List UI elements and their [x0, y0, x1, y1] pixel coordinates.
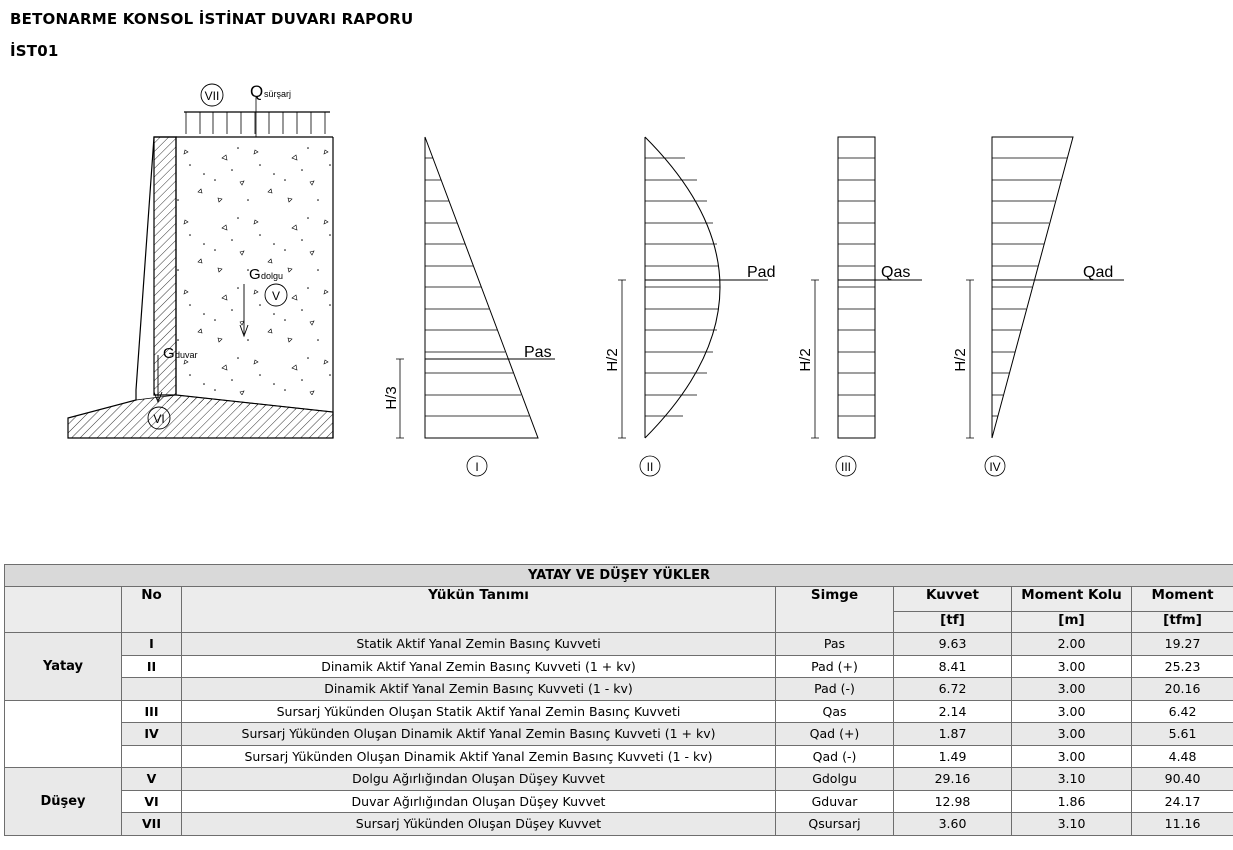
row-arm: 1.86 [1012, 790, 1132, 813]
row-desc: Sursarj Yükünden Oluşan Statik Aktif Yanal Zemin Basınç Kuvveti [182, 700, 776, 723]
row-no: VII [122, 813, 182, 836]
load-diagram-figure [0, 75, 1233, 485]
row-moment: 20.16 [1132, 678, 1233, 701]
table-row [5, 790, 1233, 813]
row-no: III [122, 700, 182, 723]
table-row [5, 723, 1233, 746]
gduvar-label-sub: duvar [175, 350, 198, 360]
row-symbol: Pad (-) [776, 678, 894, 701]
surcharge-arrows [186, 112, 325, 134]
row-arm: 3.10 [1012, 768, 1132, 791]
row-symbol: Gdolgu [776, 768, 894, 791]
row-moment: 90.40 [1132, 768, 1233, 791]
marker-vi: VI [153, 412, 165, 426]
row-arm: 3.00 [1012, 700, 1132, 723]
header-force-unit: [tf] [894, 612, 1012, 633]
diagram-iv-roman: IV [989, 460, 1001, 474]
row-arm: 3.10 [1012, 813, 1132, 836]
row-symbol: Gduvar [776, 790, 894, 813]
row-moment: 25.23 [1132, 655, 1233, 678]
row-desc: Sursarj Yükünden Oluşan Dinamik Aktif Yanal Zemin Basınç Kuvveti (1 + kv) [182, 723, 776, 746]
row-force: 6.72 [894, 678, 1012, 701]
row-force: 1.87 [894, 723, 1012, 746]
row-symbol: Pad (+) [776, 655, 894, 678]
row-force: 29.16 [894, 768, 1012, 791]
row-moment: 5.61 [1132, 723, 1233, 746]
row-moment: 6.42 [1132, 700, 1233, 723]
row-force: 1.49 [894, 745, 1012, 768]
header-no: No [122, 587, 182, 633]
row-no: I [122, 633, 182, 656]
table-row [5, 700, 1233, 723]
diagram-ii [618, 137, 768, 476]
row-symbol: Qad (+) [776, 723, 894, 746]
header-arm: Moment Kolu [1012, 587, 1132, 612]
table-banner: YATAY VE DÜŞEY YÜKLER [5, 565, 1233, 587]
row-arm: 3.00 [1012, 678, 1132, 701]
diagram-i-roman: I [475, 460, 479, 474]
header-arm-unit: [m] [1012, 612, 1132, 633]
retaining-wall [68, 84, 333, 438]
diagram-i [396, 137, 555, 476]
table-row [5, 768, 1233, 791]
gduvar-label-main: G [163, 345, 175, 362]
report-title: BETONARME KONSOL İSTİNAT DUVARI RAPORU [10, 10, 414, 28]
diagram-iv-height: H/2 [952, 348, 969, 372]
header-moment: Moment [1132, 587, 1233, 612]
diagram-iv [966, 137, 1124, 476]
diagram-iii-roman: III [840, 460, 852, 474]
loads-table [4, 564, 1233, 836]
diagram-iii-height: H/2 [797, 348, 814, 372]
header-symbol: Simge [776, 587, 894, 633]
row-arm: 3.00 [1012, 655, 1132, 678]
row-arm: 3.00 [1012, 723, 1132, 746]
diagram-i-height: H/3 [383, 386, 400, 410]
table-row [5, 655, 1233, 678]
row-desc: Duvar Ağırlığından Oluşan Düşey Kuvvet [182, 790, 776, 813]
row-force: 8.41 [894, 655, 1012, 678]
diagram-iii-force: Qas [881, 264, 911, 281]
diagram-ii-roman: II [646, 460, 654, 474]
diagram-ii-height: H/2 [604, 348, 621, 372]
row-no: II [122, 655, 182, 678]
row-desc: Dolgu Ağırlığından Oluşan Düşey Kuvvet [182, 768, 776, 791]
header-moment-unit: [tfm] [1132, 612, 1233, 633]
marker-v: V [271, 289, 281, 303]
row-desc: Dinamik Aktif Yanal Zemin Basınç Kuvveti (1 + kv) [182, 655, 776, 678]
row-no [122, 678, 182, 701]
row-desc: Statik Aktif Yanal Zemin Basınç Kuvveti [182, 633, 776, 656]
diagram-iv-force: Qad [1083, 264, 1114, 281]
row-no: IV [122, 723, 182, 746]
table-row [5, 678, 1233, 701]
group-yatay: Yatay [5, 633, 122, 701]
group-dusey: Düşey [5, 768, 122, 836]
row-symbol: Qad (-) [776, 745, 894, 768]
row-moment: 11.16 [1132, 813, 1233, 836]
row-force: 12.98 [894, 790, 1012, 813]
row-symbol: Qas [776, 700, 894, 723]
row-desc: Sursarj Yükünden Oluşan Dinamik Aktif Yanal Zemin Basınç Kuvveti (1 - kv) [182, 745, 776, 768]
report-code: İST01 [10, 42, 59, 60]
diagram-i-force: Pas [524, 344, 552, 361]
row-force: 9.63 [894, 633, 1012, 656]
diagram-ii-force: Pad [747, 264, 776, 281]
table-row [5, 633, 1233, 656]
row-no: V [122, 768, 182, 791]
row-force: 3.60 [894, 813, 1012, 836]
qsurcharge-label-main: Q [250, 82, 264, 101]
row-no [122, 745, 182, 768]
diagram-iii [811, 137, 922, 476]
marker-vii: VII [204, 89, 220, 103]
row-desc: Dinamik Aktif Yanal Zemin Basınç Kuvveti (1 - kv) [182, 678, 776, 701]
row-symbol: Pas [776, 633, 894, 656]
row-force: 2.14 [894, 700, 1012, 723]
group-blank [5, 700, 122, 768]
row-desc: Sursarj Yükünden Oluşan Düşey Kuvvet [182, 813, 776, 836]
row-moment: 4.48 [1132, 745, 1233, 768]
header-desc: Yükün Tanımı [182, 587, 776, 633]
gdolgu-label-sub: dolgu [261, 271, 284, 281]
row-moment: 19.27 [1132, 633, 1233, 656]
table-row [5, 745, 1233, 768]
header-group [5, 587, 122, 633]
row-arm: 3.00 [1012, 745, 1132, 768]
gdolgu-label-main: G [249, 266, 261, 283]
table-row [5, 813, 1233, 836]
header-force: Kuvvet [894, 587, 1012, 612]
row-symbol: Qsursarj [776, 813, 894, 836]
row-arm: 2.00 [1012, 633, 1132, 656]
row-no: VI [122, 790, 182, 813]
qsurcharge-label-sub: sürşarj [264, 89, 292, 99]
row-moment: 24.17 [1132, 790, 1233, 813]
